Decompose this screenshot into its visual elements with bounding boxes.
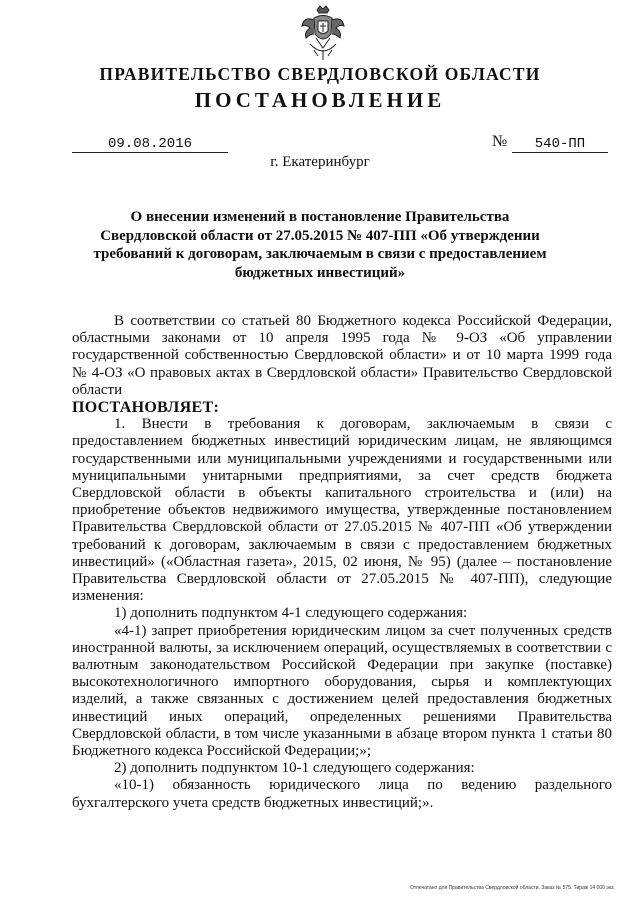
print-note: Отпечатано для Правительства Свердловской области. Заказ № 575. Тираж 14 000 экз.: [410, 885, 615, 891]
document-body: [72, 313, 612, 812]
preamble-paragraph: В соответствии со статьей 80 Бюджетного кодекса Российской Федерации, областными законами от 10 апреля 1995 года № 9-ОЗ «Об управлении государственной собственностью Свердловской области» и от 10 марта 1999 года № 4-ОЗ «О правовых актах в Свердловской области» Правительство Свердловской области: [72, 313, 612, 398]
subitem-1-text: «4-1) запрет приобретения юридическим лицом за счет полученных средств иностранной валюты, за исключением операций, осуществляемых в соответствии с валютным законодательством Российской Федерации при закупке (поставке) высокотехнологичного импортного оборудования, сырья и комплектующих изделий, а также связанных с достижением целей предоставления бюджетных инвестиций иных операций, определенных решениями Правительства Свердловской области, в том числе указанными в абзаце втором пункта 1 статьи 80 Бюджетного кодекса Российской Федерации;»;: [72, 622, 612, 760]
document-title: О внесении изменений в постановление Правительства Свердловской области от 27.05.2015 № 407-ПП «Об утверждении требований к договорам, заключаемым в связи с предоставлением бюджетных инвестиций»: [93, 209, 547, 281]
coat-of-arms-icon: [300, 4, 346, 62]
government-name: ПРАВИТЕЛЬСТВО СВЕРДЛОВСКОЙ ОБЛАСТИ: [99, 64, 541, 84]
subitem-1-paragraph: 1) дополнить подпунктом 4-1 следующего содержания:: [114, 605, 468, 622]
subitem-2-paragraph: 2) дополнить подпунктом 10-1 следующего содержания:: [114, 760, 475, 777]
document-type: ПОСТАНОВЛЕНИЕ: [194, 88, 446, 112]
city: г. Екатеринбург: [270, 154, 370, 170]
item-1-paragraph: 1. Внести в требования к договорам, заключаемым в связи с предоставлением бюджетных инвестиций юридическим лицам, не являющимся государственными или муниципальными учреждениями и государственными или муниципальными унитарными предприятиями, за счет средств бюджета Свердловской области в объекты капитального строительства и (или) на приобретение объектов недвижимого имущества, утвержденные постановлением Правительства Свердловской области от 27.05.2015 № 407-ПП «Об утверждении требований к договорам, заключаемым в связи с предоставлением бюджетных инвестиций» («Областная газета», 2015, 02 июня, № 95) (далее – постановление Правительства Свердловской области от 27.05.2015 № 407-ПП), следующие изменения:: [72, 416, 612, 605]
decree-date: 09.08.2016: [72, 136, 228, 153]
number-sign: №: [492, 133, 508, 150]
decree-number: 540-ПП: [512, 136, 608, 153]
subitem-2-text: «10-1) обязанность юридического лица по ведению раздельного бухгалтерского учета средств бюджетных инвестиций;».: [72, 777, 612, 811]
resolves-heading: ПОСТАНОВЛЯЕТ:: [72, 399, 220, 417]
